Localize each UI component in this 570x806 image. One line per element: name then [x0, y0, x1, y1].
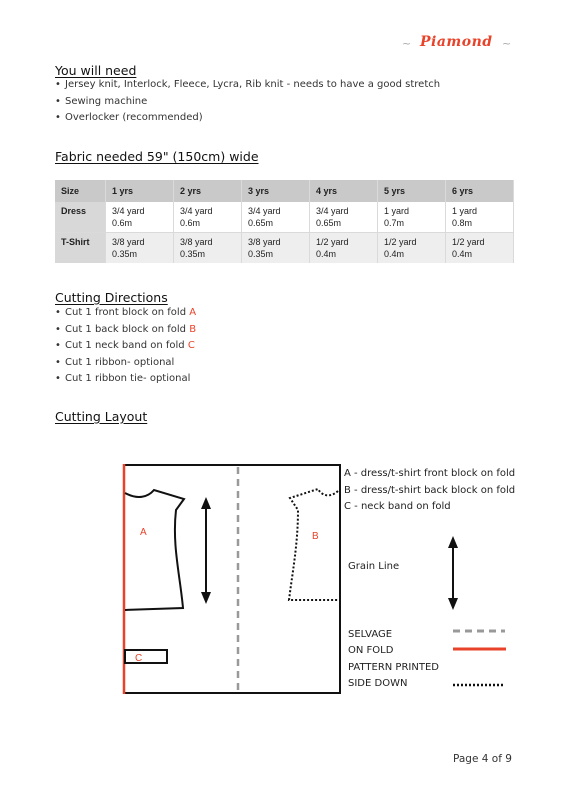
left-flourish-icon: ~ [402, 37, 412, 50]
legend-piece-a: A - dress/t-shirt front block on fold [344, 468, 516, 479]
list-item: • Overlocker (recommended) [55, 112, 203, 123]
arrow-up-icon [201, 497, 211, 509]
table-cell: 3/4 yard 0.65m [242, 202, 310, 233]
column-header: 2 yrs [174, 180, 242, 202]
list-item: • Cut 1 ribbon- optional [55, 356, 175, 368]
fabric-outline [124, 465, 340, 693]
printed-label-line1: PATTERN PRINTED [348, 662, 439, 673]
arrow-down-icon [201, 592, 211, 604]
right-flourish-icon: ~ [502, 37, 512, 50]
column-header: 6 yrs [446, 180, 514, 202]
brand-name: Piamond [420, 34, 493, 50]
piece-b-outline [289, 489, 338, 600]
list-item: • Cut 1 neck band on fold C [55, 340, 195, 351]
table-cell: 3/4 yard 0.65m [310, 202, 378, 233]
table-cell: 3/4 yard 0.6m [174, 202, 242, 233]
column-header: 3 yrs [242, 180, 310, 202]
row-label: Dress [55, 202, 106, 233]
piece-b-label: B [312, 531, 319, 542]
fabric-heading: Fabric needed 59" (150cm) wide [55, 149, 259, 164]
piece-c-label: C [135, 653, 143, 664]
printed-label-line2: SIDE DOWN [348, 678, 408, 689]
column-header: 5 yrs [378, 180, 446, 202]
list-item: • Sewing machine [55, 95, 148, 107]
cutting-directions-heading: Cutting Directions [55, 290, 168, 305]
grain-line-label: Grain Line [348, 561, 400, 572]
table-cell: 3/4 yard 0.6m [106, 202, 174, 233]
table-cell: 3/8 yard 0.35m [174, 233, 242, 264]
piece-c-outline [125, 650, 167, 663]
legend-piece-b: B - dress/t-shirt back block on fold [344, 485, 516, 496]
table-cell: 3/8 yard 0.35m [106, 233, 174, 264]
arrow-down-icon [448, 598, 458, 610]
row-label: T-Shirt [55, 233, 106, 264]
list-item: • Cut 1 back block on fold B [55, 323, 197, 335]
selvage-label: SELVAGE [348, 629, 393, 640]
page-number: Page 4 of 9 [453, 753, 512, 765]
cutting-layout-heading: Cutting Layout [55, 409, 148, 424]
list-item: • Jersey knit, Interlock, Fleece, Lycra, Rib knit - needs to have a good stretch [55, 79, 441, 90]
arrow-up-icon [448, 536, 458, 548]
fold-label: ON FOLD [348, 645, 394, 656]
piece-a-label: A [140, 527, 147, 538]
column-header: 4 yrs [310, 180, 378, 202]
piece-a-outline [125, 490, 184, 610]
table-cell: 1 yard 0.8m [446, 202, 514, 233]
list-item: • Cut 1 front block on fold A [55, 307, 197, 318]
table-cell: 1/2 yard 0.4m [446, 233, 514, 264]
list-item: • Cut 1 ribbon tie- optional [55, 373, 191, 384]
you-will-need-heading: You will need [55, 63, 137, 78]
table-cell: 3/8 yard 0.35m [242, 233, 310, 264]
column-header: 1 yrs [106, 180, 174, 202]
legend-piece-c: C - neck band on fold [344, 501, 451, 512]
table-cell: 1/2 yard 0.4m [310, 233, 378, 264]
table-cell: 1 yard 0.7m [378, 202, 446, 233]
table-cell: 1/2 yard 0.4m [378, 233, 446, 264]
column-header: Size [55, 180, 106, 202]
